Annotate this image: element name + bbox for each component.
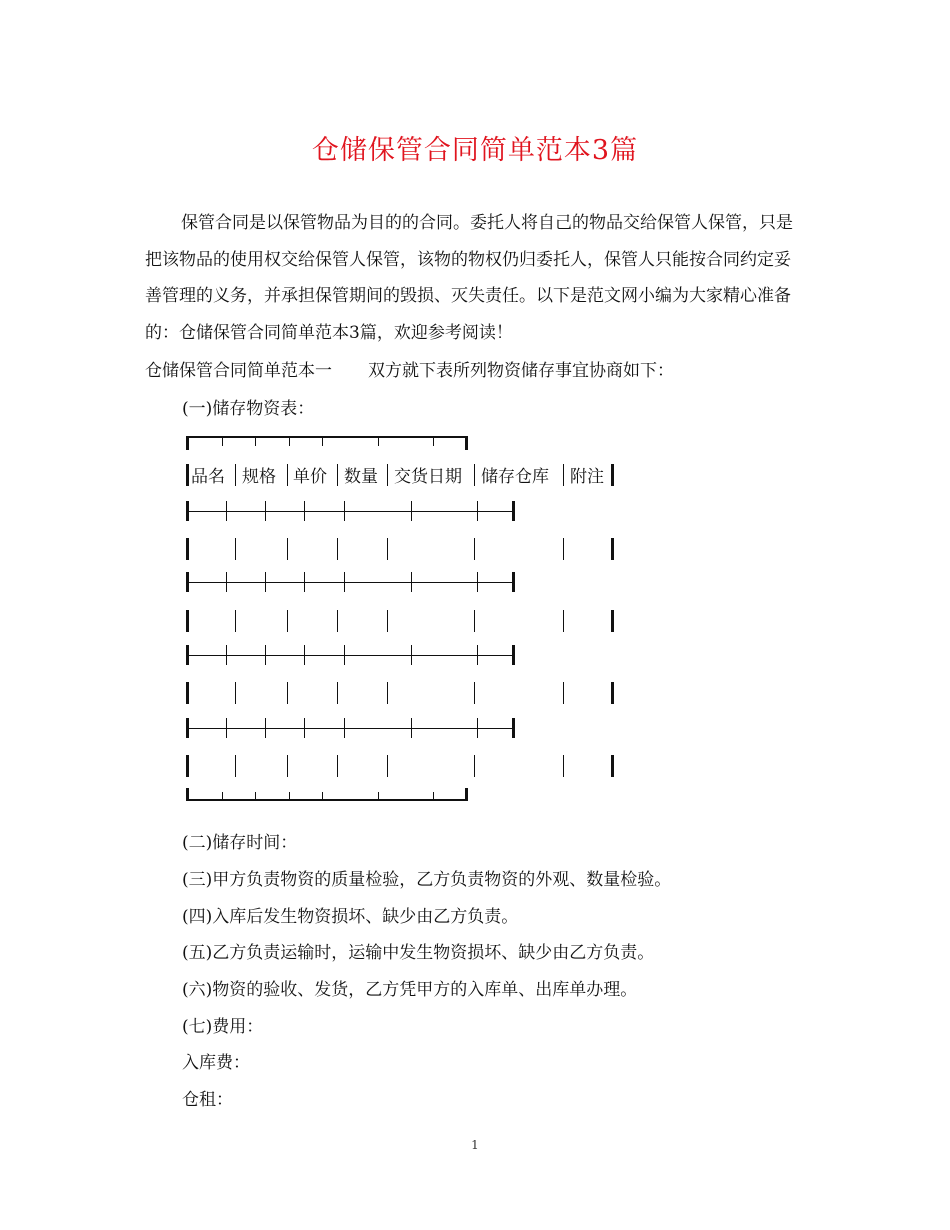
- table-header-cell: 品名: [191, 467, 225, 487]
- table-row-separator: [186, 511, 514, 512]
- section-heading: 仓储保管合同简单范本一: [145, 361, 332, 381]
- clause-item: (三)甲方负责物资的质量检验，乙方负责物资的外观、数量检验。: [182, 870, 672, 890]
- clause-item: (六)物资的验收、发货，乙方凭甲方的入库单、出库单办理。: [182, 980, 638, 1000]
- table-header-cell: 规格: [242, 467, 276, 487]
- fee-item: 仓租：: [182, 1090, 233, 1110]
- table-bottom-border: [186, 799, 467, 801]
- clause-item: (五)乙方负责运输时，运输中发生物资损坏、缺少由乙方负责。: [182, 943, 655, 963]
- table-row-separator: [186, 582, 514, 583]
- item-storage-table: (一)储存物资表：: [182, 399, 315, 419]
- clause-item: (四)入库后发生物资损坏、缺少由乙方负责。: [182, 907, 519, 927]
- fee-item: 入库费：: [182, 1053, 250, 1073]
- clause-item: (二)储存时间：: [182, 833, 298, 853]
- intro-paragraph: 保管合同是以保管物品为目的的合同。委托人将自己的物品交给保管人保管，只是把该物品的使用权交给保管人保管，该物的物权仍归委托人，保管人只能按合同约定妥善管理的义务，并承担保管期间的毁损、灭失责任。以下是范文网小编为大家精心准备的：仓储保管合同简单范本3篇，欢迎参考阅读！: [145, 213, 793, 343]
- table-row-separator: [186, 728, 514, 729]
- document-title: 仓储保管合同简单范本3篇: [311, 135, 639, 166]
- table-top-border: [186, 436, 467, 438]
- table-header-cell: 数量: [344, 467, 378, 487]
- page-number: 1: [471, 1138, 479, 1152]
- section-lead: 双方就下表所列物资储存事宜协商如下：: [368, 361, 674, 381]
- section-line: [145, 356, 674, 381]
- table-row-separator: [186, 655, 514, 656]
- table-header-cell: 交货日期: [394, 467, 462, 487]
- table-header-cell: 附注: [570, 467, 604, 487]
- clause-item: (七)费用：: [182, 1017, 264, 1037]
- table-header-cell: 单价: [293, 467, 327, 487]
- table-header-cell: 储存仓库: [481, 467, 549, 487]
